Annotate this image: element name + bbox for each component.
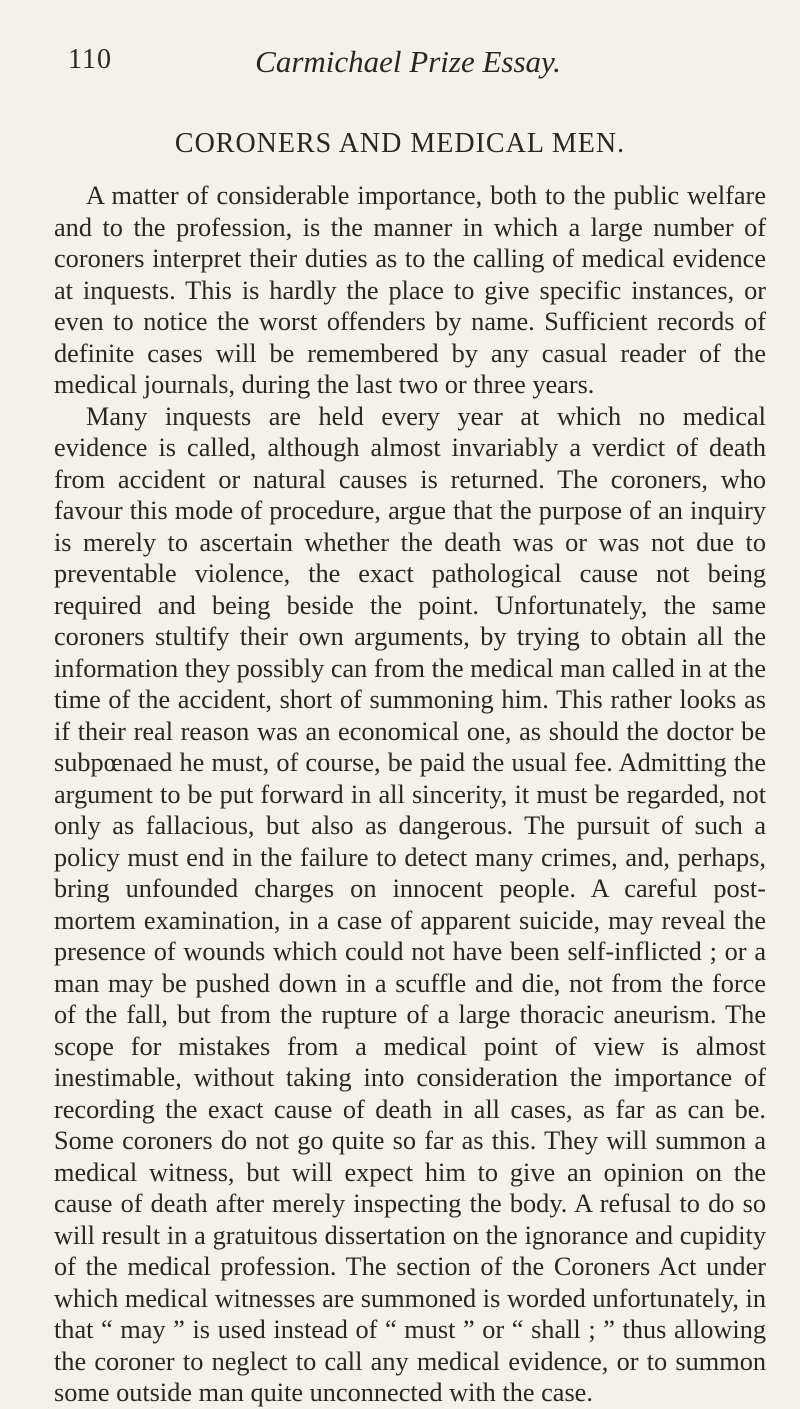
body-text bbox=[54, 180, 766, 1409]
running-head bbox=[68, 44, 748, 84]
paragraph-1: A matter of considerable importance, both to the public welfare and to the profession, is the manner in which a large number of coroners interpret their duties as to the calling of medical evidence at inquests. This is hardly the place to give specific instances, or even to notice the worst offenders by name. Sufficient records of definite cases will be remembered by any casual reader of the medical journals, during the last two or three years. bbox=[54, 181, 766, 399]
paragraph-2: Many inquests are held every year at which no medical evidence is called, although almost invariably a verdict of death from accident or natural causes is returned. The coroners, who favour this mode of procedure, argue that the purpose of an inquiry is merely to ascertain whether the death was or was not due to preventable violence, the exact pathological cause not being required and being beside the point. Unfortunately, the same coroners stultify their own arguments, by trying to obtain all the information they possibly can from the medical man called in at the time of the accident, short of summoning him. This rather looks as if their real reason was an economical one, as should the doctor be subpœnaed he must, of course, be paid the usual fee. Admitting the argument to be put forward in all sincerity, it must be regarded, not only as fallacious, but also as dangerous. The pursuit of such a policy must end in the failure to detect many crimes, and, perhaps, bring unfounded charges on innocent people. A careful post-mortem examination, in a case of apparent suicide, may reveal the presence of wounds which could not have been self-inflicted ; or a man may be pushed down in a scuffle and die, not from the force of the fall, but from the rupture of a large thoracic aneurism. The scope for mistakes from a medical point of view is almost inestimable, without taking into consideration the importance of recording the exact cause of death in all cases, as far as can be. Some coroners do not go quite so far as this. They will summon a medical witness, but will expect him to give an opinion on the cause of death after merely inspecting the body. A refusal to do so will result in a gratuitous dissertation on the ignorance and cupidity of the medical profession. The section of the Coroners Act under which medical witnesses are summoned is worded unfortunately, in that “ may ” is used instead of “ must ” or “ shall ; ” thus allowing the coroner to neglect to call any medical evidence, or to summon some outside man quite unconnected with the case. bbox=[54, 401, 766, 1407]
running-title: Carmichael Prize Essay. bbox=[255, 44, 561, 79]
section-heading: CORONERS AND MEDICAL MEN. bbox=[174, 128, 626, 159]
page-number: 110 bbox=[68, 44, 112, 75]
